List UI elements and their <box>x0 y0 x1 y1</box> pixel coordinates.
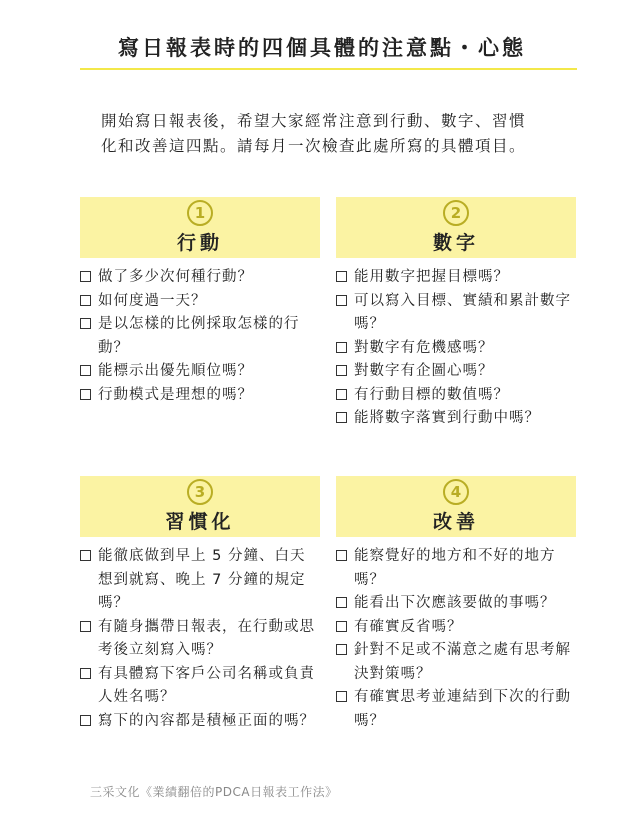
intro-line: 開始寫日報表後，希望大家經常注意到行動、數字、習慣 <box>101 112 527 130</box>
circled-number-badge: 4 <box>443 479 469 505</box>
checklist-item: 能將數字落實到行動中嗎？ <box>336 407 581 431</box>
checklist-item: 有具體寫下客戶公司名稱或負責人姓名嗎？ <box>80 663 320 710</box>
checkbox-icon[interactable] <box>336 691 347 702</box>
checklist-item: 能察覺好的地方和不好的地方嗎？ <box>336 545 581 592</box>
checklist-item: 做了多少次何種行動？ <box>80 266 320 290</box>
page-title: 寫日報表時的四個具體的注意點・心態 <box>118 36 526 60</box>
checkbox-icon[interactable] <box>80 715 91 726</box>
card-header-action <box>80 197 320 258</box>
checkbox-icon[interactable] <box>336 550 347 561</box>
circled-number-badge: 2 <box>443 200 469 226</box>
checklist-item: 如何度過一天？ <box>80 290 320 314</box>
checklist-item: 有確實反省嗎？ <box>336 616 581 640</box>
checkbox-icon[interactable] <box>336 365 347 376</box>
checklist-item: 針對不足或不滿意之處有思考解決對策嗎？ <box>336 639 581 686</box>
checklist-item: 能看出下次應該要做的事嗎？ <box>336 592 581 616</box>
intro-paragraph <box>101 109 561 159</box>
checkbox-icon[interactable] <box>336 597 347 608</box>
checkbox-icon[interactable] <box>336 644 347 655</box>
circled-number-badge: 3 <box>187 479 213 505</box>
circled-number-badge: 1 <box>187 200 213 226</box>
checklist-numbers <box>336 266 581 431</box>
checklist-item: 有行動目標的數值嗎？ <box>336 384 581 408</box>
checkbox-icon[interactable] <box>80 318 91 329</box>
checkbox-icon[interactable] <box>80 621 91 632</box>
source-credit: 三采文化《業績翻倍的PDCA日報表工作法》 <box>90 785 338 799</box>
checklist-item: 能徹底做到早上 5 分鐘、白天想到就寫、晚上 7 分鐘的規定嗎？ <box>80 545 320 616</box>
checkbox-icon[interactable] <box>336 271 347 282</box>
checkbox-icon[interactable] <box>336 342 347 353</box>
checklist-item: 寫下的內容都是積極正面的嗎？ <box>80 710 320 734</box>
card-header-improve <box>336 476 576 537</box>
checklist-item: 可以寫入目標、實績和累計數字嗎？ <box>336 290 581 337</box>
checklist-item: 對數字有企圖心嗎？ <box>336 360 581 384</box>
checkbox-icon[interactable] <box>80 365 91 376</box>
checklist-item: 行動模式是理想的嗎？ <box>80 384 320 408</box>
checklist-item: 對數字有危機感嗎？ <box>336 337 581 361</box>
checkbox-icon[interactable] <box>80 271 91 282</box>
card-title: 習慣化 <box>165 511 235 533</box>
checkbox-icon[interactable] <box>80 295 91 306</box>
checkbox-icon[interactable] <box>80 550 91 561</box>
checkbox-icon[interactable] <box>336 621 347 632</box>
checkbox-icon[interactable] <box>336 412 347 423</box>
checklist-item: 能用數字把握目標嗎？ <box>336 266 581 290</box>
checklist-item: 有確實思考並連結到下次的行動嗎？ <box>336 686 581 733</box>
card-title: 數字 <box>432 232 479 254</box>
checklist-item: 有隨身攜帶日報表，在行動或思考後立刻寫入嗎？ <box>80 616 320 663</box>
card-header-numbers <box>336 197 576 258</box>
checklist-habit <box>80 545 320 733</box>
checkbox-icon[interactable] <box>336 389 347 400</box>
card-header-habit <box>80 476 320 537</box>
title-divider <box>80 68 577 70</box>
card-title: 改善 <box>432 511 479 533</box>
intro-line: 化和改善這四點。請每月一次檢查此處所寫的具體項目。 <box>101 137 527 155</box>
checklist-item: 能標示出優先順位嗎？ <box>80 360 320 384</box>
checkbox-icon[interactable] <box>336 295 347 306</box>
checklist-action <box>80 266 320 407</box>
checklist-improve <box>336 545 581 733</box>
checkbox-icon[interactable] <box>80 668 91 679</box>
checklist-item: 是以怎樣的比例採取怎樣的行動？ <box>80 313 320 360</box>
card-title: 行動 <box>176 232 223 254</box>
checkbox-icon[interactable] <box>80 389 91 400</box>
